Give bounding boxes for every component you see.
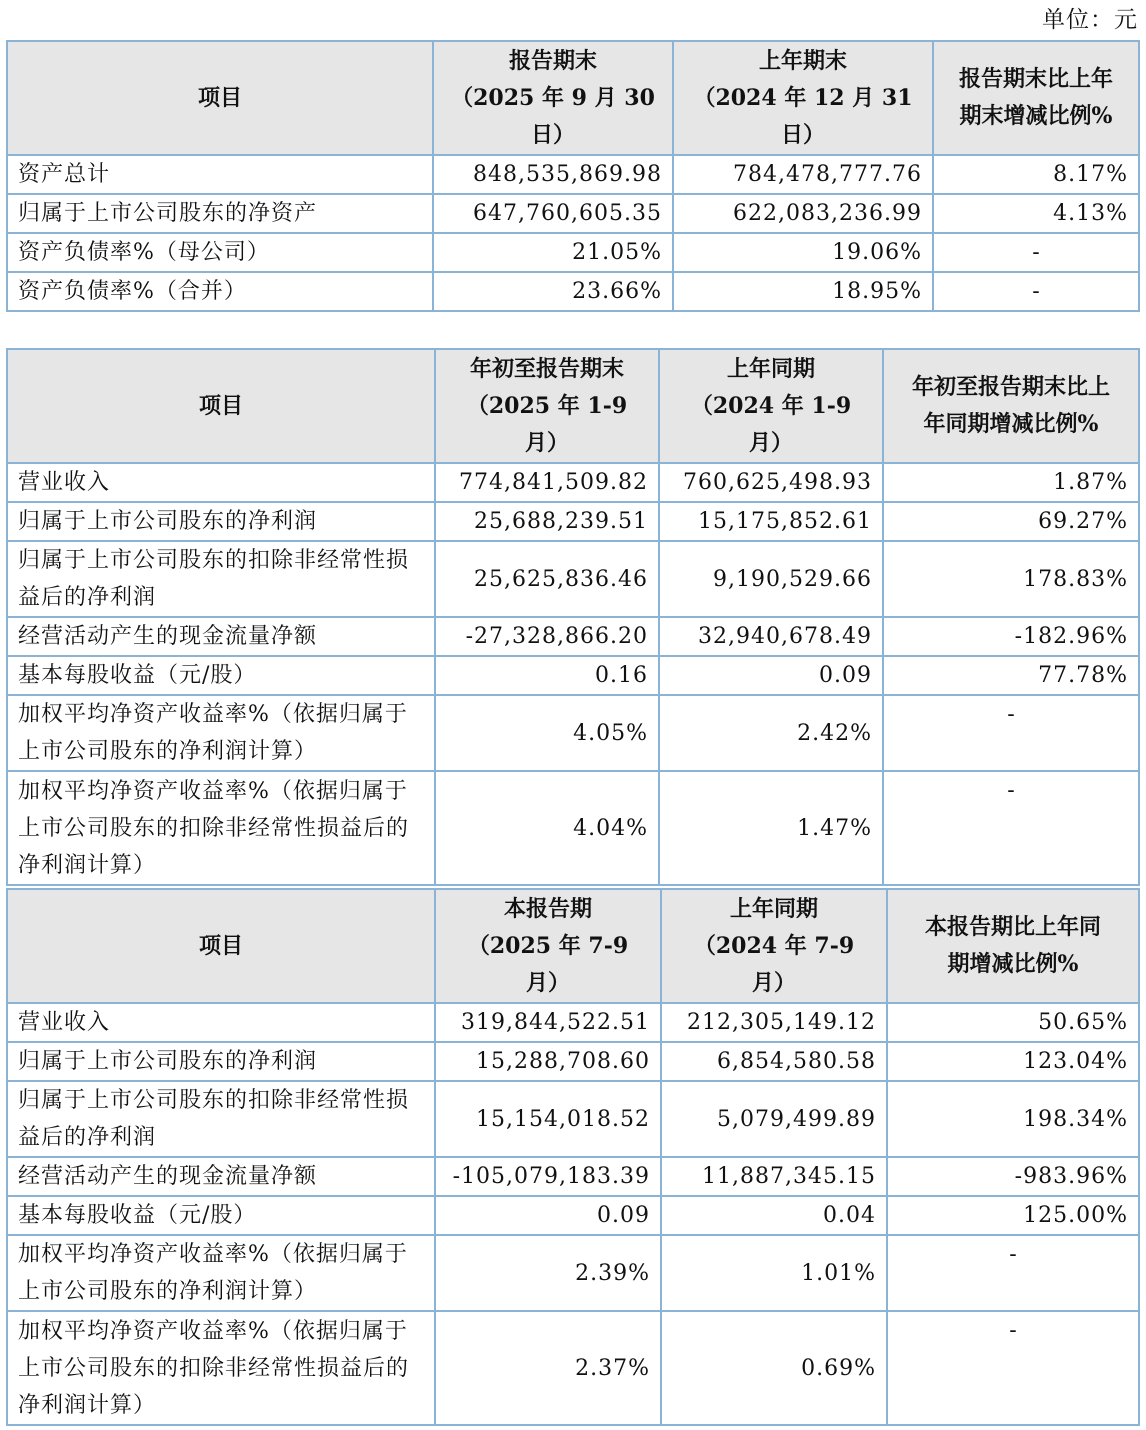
row-label: 归属于上市公司股东的净利润	[7, 502, 435, 541]
quarter-performance-table	[6, 888, 1140, 1426]
table-row	[7, 617, 1139, 656]
cell-value: 15,154,018.52	[435, 1081, 661, 1157]
cell-value: 21.05%	[433, 233, 673, 272]
cell-change: -	[933, 233, 1139, 272]
table-row	[7, 155, 1139, 194]
cell-change: 123.04%	[887, 1042, 1139, 1081]
cell-value: 2.42%	[659, 695, 883, 771]
cell-change: 77.78%	[883, 656, 1139, 695]
header-change-pct: 本报告期比上年同 期增减比例%	[887, 889, 1139, 1003]
cell-change: -	[887, 1235, 1139, 1311]
table-row	[7, 771, 1139, 885]
cell-value: 1.47%	[659, 771, 883, 885]
table-row	[7, 541, 1139, 617]
cell-value: 760,625,498.93	[659, 463, 883, 502]
cell-value: 19.06%	[673, 233, 933, 272]
cell-value: 5,079,499.89	[661, 1081, 887, 1157]
header-period-end: 报告期末 （2025 年 9 月 30 日）	[433, 41, 673, 155]
cell-value: 0.09	[435, 1196, 661, 1235]
cell-value: 212,305,149.12	[661, 1003, 887, 1042]
row-label: 经营活动产生的现金流量净额	[7, 617, 435, 656]
table-row	[7, 502, 1139, 541]
cell-change: 198.34%	[887, 1081, 1139, 1157]
row-label: 基本每股收益（元/股）	[7, 656, 435, 695]
cell-change: -182.96%	[883, 617, 1139, 656]
row-label: 经营活动产生的现金流量净额	[7, 1157, 435, 1196]
cell-value: 15,288,708.60	[435, 1042, 661, 1081]
table-row	[7, 272, 1139, 311]
balance-table	[6, 40, 1140, 312]
table-row	[7, 695, 1139, 771]
cell-change: 4.13%	[933, 194, 1139, 233]
cell-value: 32,940,678.49	[659, 617, 883, 656]
cell-value: 647,760,605.35	[433, 194, 673, 233]
table-row	[7, 1235, 1139, 1311]
cell-value: 848,535,869.98	[433, 155, 673, 194]
cell-value: 2.37%	[435, 1311, 661, 1425]
cell-value: 0.16	[435, 656, 659, 695]
cell-change: -	[883, 771, 1139, 885]
header-item: 项目	[7, 349, 435, 463]
header-change-pct: 报告期末比上年 期末增减比例%	[933, 41, 1139, 155]
cell-value: 9,190,529.66	[659, 541, 883, 617]
row-label: 归属于上市公司股东的扣除非经常性损益后的净利润	[7, 541, 435, 617]
cell-value: 18.95%	[673, 272, 933, 311]
table-header-row	[7, 889, 1139, 1003]
header-prior-year-same-period: 上年同期 （2024 年 7-9 月）	[661, 889, 887, 1003]
table-row	[7, 1003, 1139, 1042]
cell-change: 125.00%	[887, 1196, 1139, 1235]
header-ytd: 年初至报告期末 （2025 年 1-9 月）	[435, 349, 659, 463]
ytd-performance-table	[6, 348, 1140, 886]
cell-value: 23.66%	[433, 272, 673, 311]
cell-value: 11,887,345.15	[661, 1157, 887, 1196]
row-label: 基本每股收益（元/股）	[7, 1196, 435, 1235]
cell-value: 0.69%	[661, 1311, 887, 1425]
cell-change: 178.83%	[883, 541, 1139, 617]
header-item: 项目	[7, 889, 435, 1003]
cell-value: 622,083,236.99	[673, 194, 933, 233]
cell-change: -	[933, 272, 1139, 311]
cell-value: 25,688,239.51	[435, 502, 659, 541]
row-label: 营业收入	[7, 1003, 435, 1042]
cell-change: 1.87%	[883, 463, 1139, 502]
table-row	[7, 233, 1139, 272]
row-label: 资产总计	[7, 155, 433, 194]
row-label: 资产负债率%（母公司）	[7, 233, 433, 272]
table-row	[7, 1081, 1139, 1157]
cell-value: 1.01%	[661, 1235, 887, 1311]
cell-value: 2.39%	[435, 1235, 661, 1311]
cell-value: 0.04	[661, 1196, 887, 1235]
header-prior-year-end: 上年期末 （2024 年 12 月 31 日）	[673, 41, 933, 155]
table-row	[7, 194, 1139, 233]
table-header-row	[7, 349, 1139, 463]
table-row	[7, 463, 1139, 502]
table-header-row	[7, 41, 1139, 155]
table-row	[7, 1196, 1139, 1235]
row-label: 资产负债率%（合并）	[7, 272, 433, 311]
cell-value: 319,844,522.51	[435, 1003, 661, 1042]
cell-value: 4.05%	[435, 695, 659, 771]
cell-change: 69.27%	[883, 502, 1139, 541]
row-label: 加权平均净资产收益率%（依据归属于上市公司股东的扣除非经常性损益后的净利润计算）	[7, 771, 435, 885]
cell-value: 774,841,509.82	[435, 463, 659, 502]
header-item: 项目	[7, 41, 433, 155]
cell-change: 8.17%	[933, 155, 1139, 194]
header-change-pct: 年初至报告期末比上 年同期增减比例%	[883, 349, 1139, 463]
cell-value: 784,478,777.76	[673, 155, 933, 194]
row-label: 归属于上市公司股东的净利润	[7, 1042, 435, 1081]
row-label: 归属于上市公司股东的净资产	[7, 194, 433, 233]
cell-value: -105,079,183.39	[435, 1157, 661, 1196]
table-row	[7, 1311, 1139, 1425]
cell-value: 4.04%	[435, 771, 659, 885]
cell-value: 15,175,852.61	[659, 502, 883, 541]
cell-value: 0.09	[659, 656, 883, 695]
table-row	[7, 656, 1139, 695]
cell-change: 50.65%	[887, 1003, 1139, 1042]
table-row	[7, 1042, 1139, 1081]
header-prior-year-same-period: 上年同期 （2024 年 1-9 月）	[659, 349, 883, 463]
cell-change: -	[883, 695, 1139, 771]
row-label: 加权平均净资产收益率%（依据归属于上市公司股东的净利润计算）	[7, 695, 435, 771]
row-label: 归属于上市公司股东的扣除非经常性损益后的净利润	[7, 1081, 435, 1157]
row-label: 营业收入	[7, 463, 435, 502]
cell-value: 25,625,836.46	[435, 541, 659, 617]
table-row	[7, 1157, 1139, 1196]
header-current-quarter: 本报告期 （2025 年 7-9 月）	[435, 889, 661, 1003]
row-label: 加权平均净资产收益率%（依据归属于上市公司股东的净利润计算）	[7, 1235, 435, 1311]
cell-value: -27,328,866.20	[435, 617, 659, 656]
cell-value: 6,854,580.58	[661, 1042, 887, 1081]
row-label: 加权平均净资产收益率%（依据归属于上市公司股东的扣除非经常性损益后的净利润计算）	[7, 1311, 435, 1425]
unit-label: 单位：元	[1042, 7, 1138, 33]
cell-change: -	[887, 1311, 1139, 1425]
cell-change: -983.96%	[887, 1157, 1139, 1196]
